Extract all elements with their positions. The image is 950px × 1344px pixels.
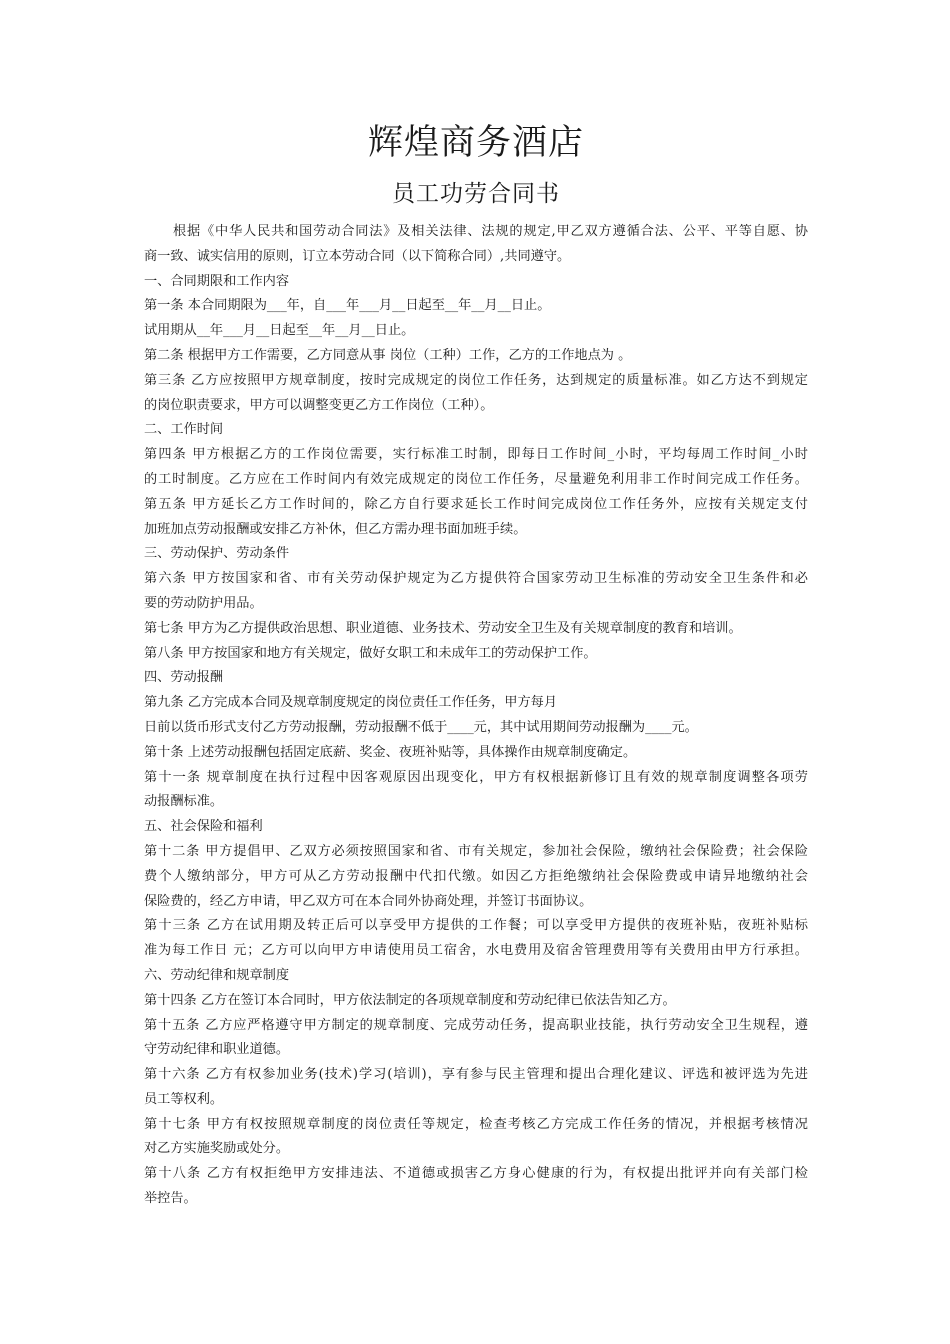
document-line: 第十条 上述劳动报酬包括固定底薪、奖金、夜班补贴等，具体操作由规章制度确定。 [144,744,637,760]
document-line: 第十一条 规章制度在执行过程中因客观原因出现变化，甲方有权根据新修订且有效的规章制度调整各项劳 [144,769,808,785]
document-line: 守劳动纪律和职业道德。 [144,1042,290,1058]
document-line: 商一致、诚实信用的原则，订立本劳动合同（以下简称合同）,共同遵守。 [144,248,571,264]
document-line: 费个人缴纳部分，甲方可从乙方劳动报酬中代扣代缴。如因乙方拒绝缴纳社会保险费或申请异地缴纳社会 [144,868,808,884]
document-page [144,118,808,1212]
document-line: 准为每工作日 元；乙方可以向甲方申请使用员工宿舍，水电费用及宿舍管理费用等有关费用由甲方行承担。 [144,943,808,959]
document-line: 五、社会保险和福利 [144,819,263,835]
document-line: 要的劳动防护用品。 [144,595,263,611]
document-line: 第十四条 乙方在签订本合同时，甲方依法制定的各项规章制度和劳动纪律已依法告知乙方。 [144,992,676,1008]
document-line: 员工等权利。 [144,1091,224,1107]
document-line: 第二条 根据甲方工作需要，乙方同意从事 岗位（工种）工作，乙方的工作地点为 。 [144,347,632,363]
document-line: 第六条 甲方按国家和省、市有关劳动保护规定为乙方提供符合国家劳动卫生标准的劳动安全卫生条件和必 [144,571,808,587]
document-line: 第一条 本合同期限为___年，自___年___月__日起至__年__月__日止。 [144,298,551,314]
document-line: 第十五条 乙方应严格遵守甲方制定的规章制度、完成劳动任务，提高职业技能，执行劳动安全卫生规程，遵 [144,1017,808,1033]
document-line: 的岗位职责要求，甲方可以调整变更乙方工作岗位（工种）。 [144,397,494,413]
document-line: 试用期从__年___月__日起至__年__月__日止。 [144,323,415,339]
document-line: 三、劳动保护、劳动条件 [144,546,290,562]
document-title: 辉煌商务酒店 [367,123,584,163]
document-line: 第八条 甲方按国家和地方有关规定，做好女职工和未成年工的劳动保护工作。 [144,645,597,661]
document-line: 第十二条 甲方提倡甲、乙双方必须按照国家和省、市有关规定，参加社会保险，缴纳社会保险费；社会保险 [144,843,808,859]
document-line: 二、工作时间 [144,422,224,438]
document-line: 第十三条 乙方在试用期及转正后可以享受甲方提供的工作餐；可以享受甲方提供的夜班补贴，夜班补贴标 [144,918,808,934]
document-line: 日前以货币形式支付乙方劳动报酬，劳动报酬不低于____元，其中试用期间劳动报酬为____元。 [144,719,698,735]
document-line: 动报酬标准。 [144,794,224,810]
document-line: 举控告。 [144,1191,197,1207]
document-line: 第七条 甲方为乙方提供政治思想、职业道德、业务技术、劳动安全卫生及有关规章制度的教育和培训。 [144,620,742,636]
document-line: 第三条 乙方应按照甲方规章制度，按时完成规定的岗位工作任务，达到规定的质量标准。如乙方达不到规定 [144,372,808,388]
document-line: 根据《中华人民共和国劳动合同法》及相关法律、法规的规定,甲乙双方遵循合法、公平、平等自愿、协 [173,224,808,239]
document-line: 第四条 甲方根据乙方的工作岗位需要，实行标准工时制，即每日工作时间_小时，平均每周工作时间_小时 [144,447,808,463]
document-line: 一、合同期限和工作内容 [144,273,290,289]
document-line: 加班加点劳动报酬或安排乙方补休，但乙方需办理书面加班手续。 [144,521,527,537]
document-body [144,220,808,1212]
document-line: 六、劳动纪律和规章制度 [144,967,290,983]
document-line: 第十七条 甲方有权按照规章制度的岗位责任等规定，检查考核乙方完成工作任务的情况，并根据考核情况 [144,1116,808,1132]
document-line: 第十八条 乙方有权拒绝甲方安排违法、不道德或损害乙方身心健康的行为，有权提出批评并向有关部门检 [144,1166,808,1182]
document-line: 保险费的，经乙方申请，甲乙双方可在本合同外协商处理，并签订书面协议。 [144,893,593,909]
document-line: 四、劳动报酬 [144,670,224,686]
document-subtitle: 员工功劳合同书 [392,181,560,207]
document-line: 第五条 甲方延长乙方工作时间的，除乙方自行要求延长工作时间完成岗位工作任务外，应按有关规定支付 [144,496,808,512]
document-line: 第十六条 乙方有权参加业务(技术)学习(培训)，享有参与民主管理和提出合理化建议、评选和被评选为先进 [144,1067,808,1083]
document-line: 的工时制度。乙方应在工作时间内有效完成规定的岗位工作任务，尽量避免利用非工作时间完成工作任务。 [144,471,808,487]
document-line: 第九条 乙方完成本合同及规章制度规定的岗位责任工作任务，甲方每月 [144,695,558,711]
document-line: 对乙方实施奖励或处分。 [144,1141,290,1157]
